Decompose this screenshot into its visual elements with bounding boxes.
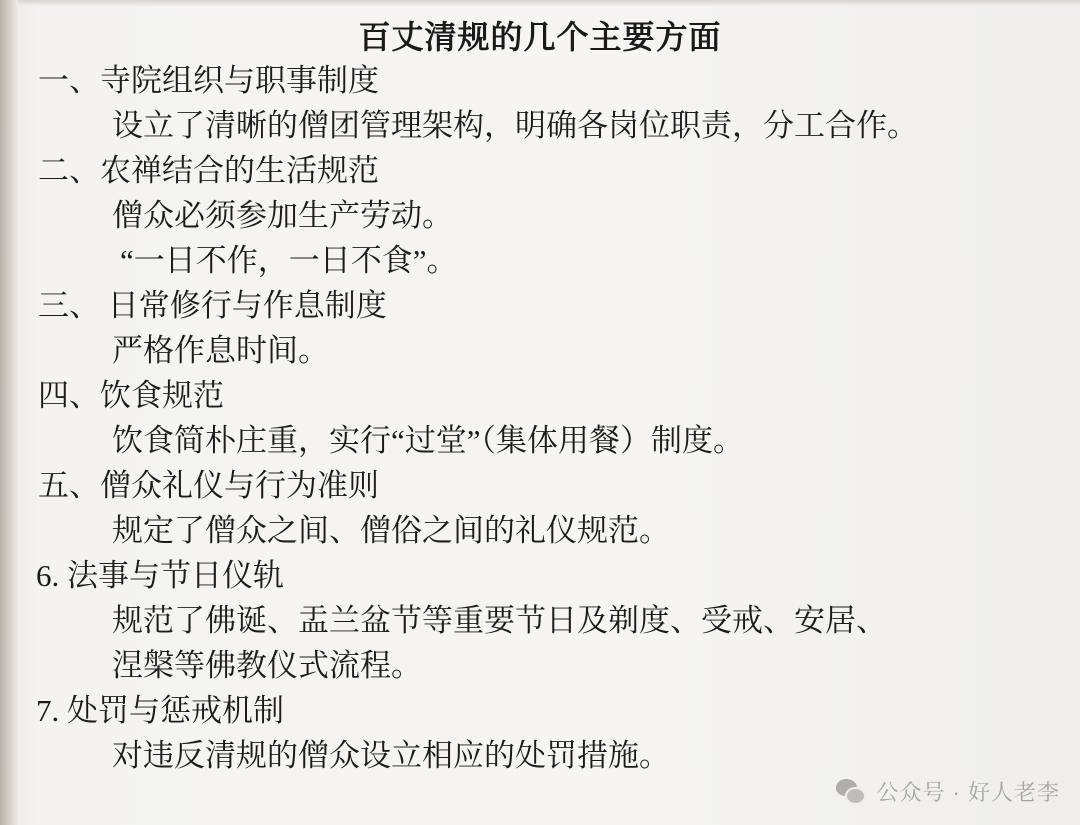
page-top-edge [0,0,1080,6]
list-item: 僧众必须参加生产劳动。 [112,198,453,233]
list-item: 设立了清晰的僧团管理架构，明确各岗位职责，分工合作。 [112,108,918,143]
list-item: 饮食简朴庄重，实行“过堂”（集体用餐）制度。 [112,423,745,458]
wechat-icon [836,779,866,805]
list-item: 五、僧众礼仪与行为准则 [38,468,379,503]
list-item: 7. 处罚与惩戒机制 [36,693,284,728]
list-item: 对违反清规的僧众设立相应的处罚措施。 [112,738,670,773]
list-item: 严格作息时间。 [112,333,329,368]
page-title: 百丈清规的几个主要方面 [358,19,722,55]
list-item: 规定了僧众之间、僧俗之间的礼仪规范。 [112,513,670,548]
watermark [836,776,1060,807]
list-item: 三、 日常修行与作息制度 [38,288,387,323]
watermark-text: 公众号 · 好人老李 [876,780,1060,805]
page-left-edge [0,0,18,825]
list-item: 涅槃等佛教仪式流程。 [112,648,422,683]
list-item: 规范了佛诞、盂兰盆节等重要节日及剃度、受戒、安居、 [112,603,887,638]
list-item: 6. 法事与节日仪轨 [36,558,284,593]
list-item: 四、饮食规范 [38,378,224,413]
list-item: “一日不作，一日不食”。 [120,243,458,278]
list-item: 二、农禅结合的生活规范 [38,153,379,188]
list-item: 一、寺院组织与职事制度 [38,63,379,98]
document-body [34,58,1054,778]
